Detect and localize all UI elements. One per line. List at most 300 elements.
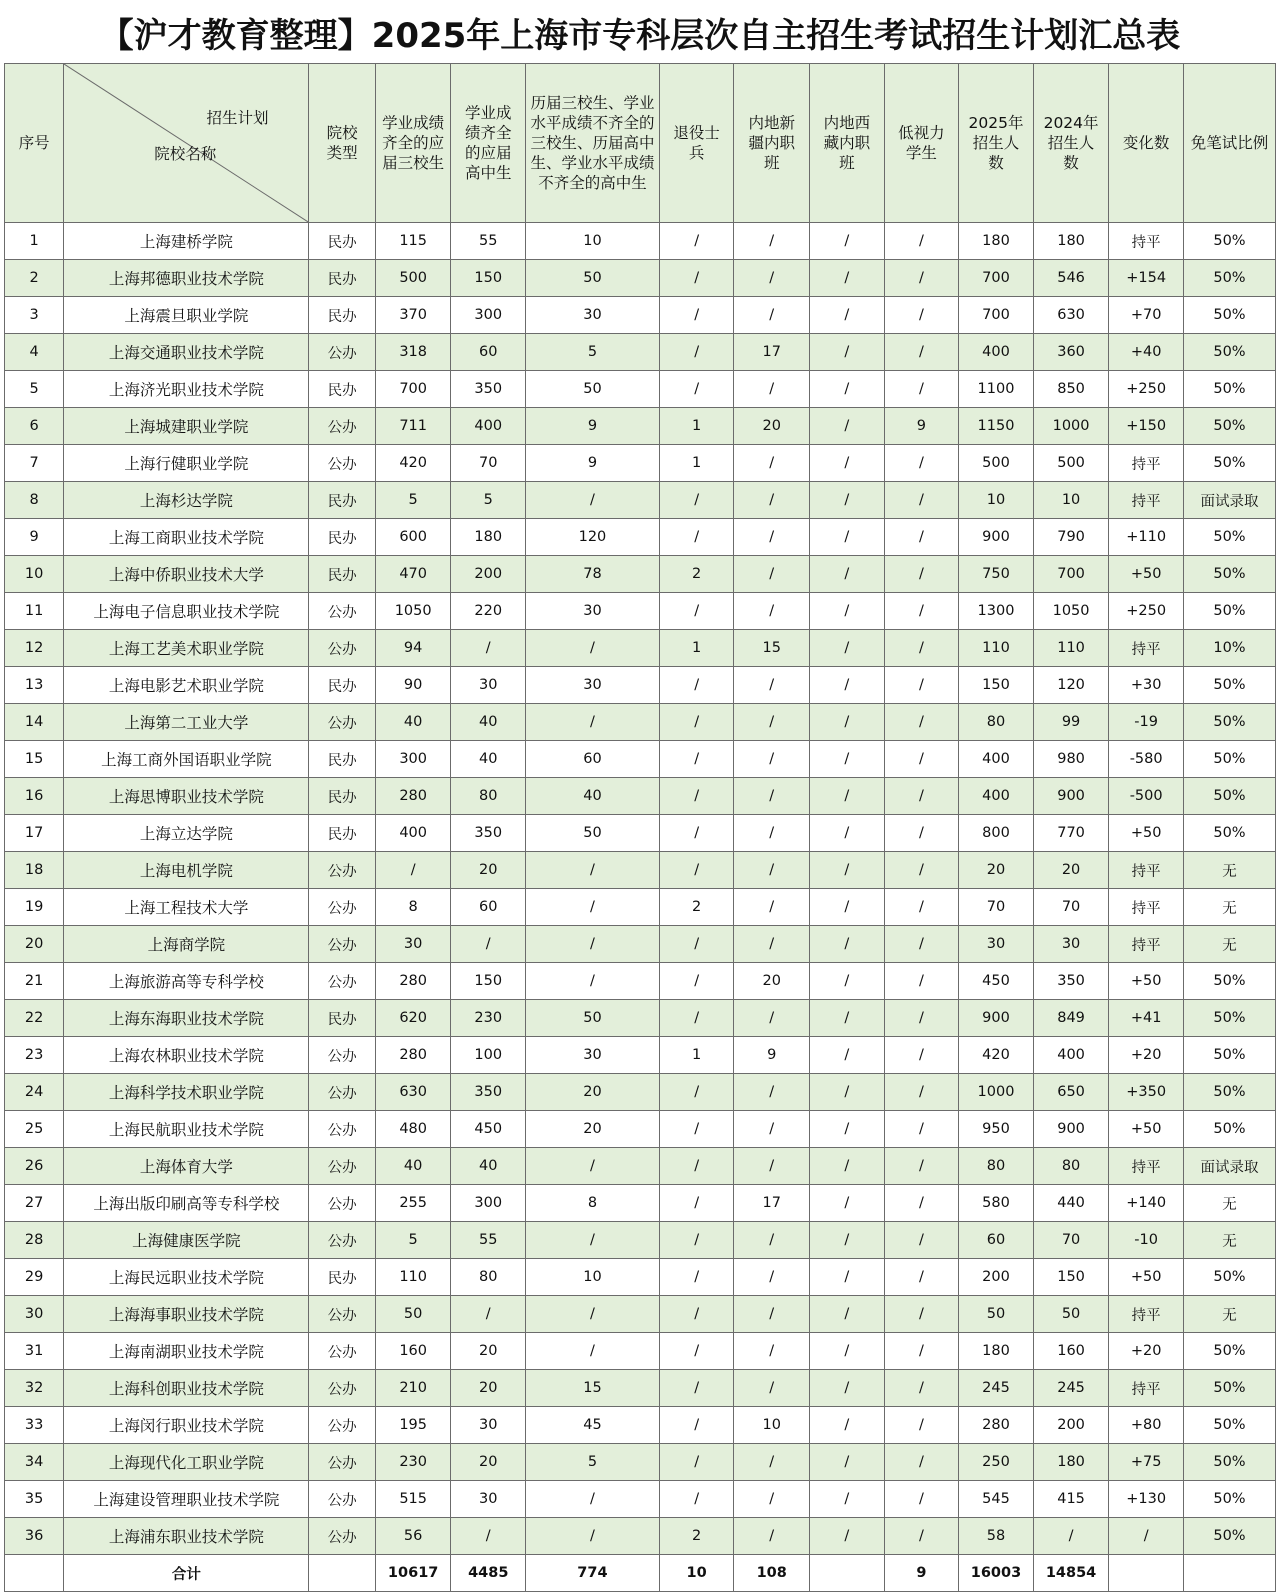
fresh-vocational-cell: 8: [375, 889, 451, 926]
xinjiang-class-cell: /: [734, 371, 810, 408]
fresh-highschool-cell: 60: [451, 889, 526, 926]
school-type-cell: 公办: [309, 593, 375, 630]
total-2024-cell: 20: [1033, 852, 1109, 889]
school-name-cell: 上海体育大学: [64, 1148, 309, 1185]
school-type-cell: 民办: [309, 371, 375, 408]
total-2025-cell: 180: [959, 1333, 1034, 1370]
total-2024-cell: 500: [1033, 445, 1109, 482]
veterans-cell: /: [659, 1185, 734, 1222]
tibet-class-cell: /: [810, 741, 885, 778]
past-students-cell: /: [526, 889, 660, 926]
total-2024-cell: 850: [1033, 371, 1109, 408]
total-c1: 10617: [375, 1555, 451, 1592]
veterans-cell: /: [659, 593, 734, 630]
total-2025-cell: 580: [959, 1185, 1034, 1222]
total-2025-cell: 30: [959, 926, 1034, 963]
past-students-cell: 10: [526, 223, 660, 260]
veterans-cell: /: [659, 1296, 734, 1333]
total-2025-cell: 400: [959, 334, 1034, 371]
table-row: [5, 593, 1276, 630]
header-change: 变化数: [1109, 64, 1184, 223]
low-vision-cell: /: [884, 815, 959, 852]
veterans-cell: /: [659, 1111, 734, 1148]
change-cell: +50: [1109, 1259, 1184, 1296]
veterans-cell: /: [659, 371, 734, 408]
total-2025-cell: 500: [959, 445, 1034, 482]
past-students-cell: /: [526, 852, 660, 889]
total-2025-cell: 900: [959, 1000, 1034, 1037]
total-c4: 10: [659, 1555, 734, 1592]
school-name-cell: 上海思博职业技术学院: [64, 778, 309, 815]
past-students-cell: 20: [526, 1074, 660, 1111]
xinjiang-class-cell: /: [734, 1259, 810, 1296]
tibet-class-cell: /: [810, 482, 885, 519]
past-students-cell: 9: [526, 408, 660, 445]
exam-exempt-ratio-cell: 50%: [1183, 445, 1275, 482]
past-students-cell: 45: [526, 1407, 660, 1444]
past-students-cell: /: [526, 704, 660, 741]
header-2025-total: 2025年招生人数: [959, 64, 1034, 223]
header-exam-exempt-ratio: 免笔试比例: [1183, 64, 1275, 223]
header-xinjiang-class: 内地新疆内职班: [734, 64, 810, 223]
header-seq: 序号: [5, 64, 64, 223]
school-name-cell: 上海济光职业技术学院: [64, 371, 309, 408]
veterans-cell: /: [659, 1444, 734, 1481]
table-row: [5, 778, 1276, 815]
tibet-class-cell: /: [810, 297, 885, 334]
total-2025-cell: 10: [959, 482, 1034, 519]
fresh-highschool-cell: 60: [451, 334, 526, 371]
table-row: [5, 926, 1276, 963]
veterans-cell: /: [659, 1259, 734, 1296]
school-name-cell: 上海电机学院: [64, 852, 309, 889]
school-type-cell: 民办: [309, 815, 375, 852]
veterans-cell: 1: [659, 630, 734, 667]
fresh-highschool-cell: 300: [451, 297, 526, 334]
fresh-highschool-cell: 30: [451, 1407, 526, 1444]
past-students-cell: 30: [526, 297, 660, 334]
fresh-vocational-cell: 1050: [375, 593, 451, 630]
total-2024-cell: 415: [1033, 1481, 1109, 1518]
low-vision-cell: /: [884, 1259, 959, 1296]
tibet-class-cell: /: [810, 445, 885, 482]
fresh-vocational-cell: 160: [375, 1333, 451, 1370]
school-type-cell: 民办: [309, 1000, 375, 1037]
fresh-highschool-cell: /: [451, 1296, 526, 1333]
exam-exempt-ratio-cell: 50%: [1183, 704, 1275, 741]
exam-exempt-ratio-cell: 50%: [1183, 815, 1275, 852]
low-vision-cell: /: [884, 556, 959, 593]
total-2024-cell: 790: [1033, 519, 1109, 556]
exam-exempt-ratio-cell: 50%: [1183, 556, 1275, 593]
fresh-highschool-cell: 55: [451, 1222, 526, 1259]
past-students-cell: 60: [526, 741, 660, 778]
xinjiang-class-cell: /: [734, 297, 810, 334]
veterans-cell: /: [659, 1407, 734, 1444]
fresh-highschool-cell: 20: [451, 1333, 526, 1370]
seq-cell: 18: [5, 852, 64, 889]
seq-cell: 31: [5, 1333, 64, 1370]
school-type-cell: 公办: [309, 1037, 375, 1074]
table-row: [5, 815, 1276, 852]
total-2025-cell: 20: [959, 852, 1034, 889]
tibet-class-cell: /: [810, 519, 885, 556]
fresh-highschool-cell: 180: [451, 519, 526, 556]
tibet-class-cell: /: [810, 1222, 885, 1259]
total-2025-cell: 950: [959, 1111, 1034, 1148]
xinjiang-class-cell: /: [734, 1296, 810, 1333]
school-type-cell: 公办: [309, 334, 375, 371]
xinjiang-class-cell: /: [734, 1518, 810, 1555]
total-c9: 14854: [1033, 1555, 1109, 1592]
change-cell: +150: [1109, 408, 1184, 445]
school-type-cell: 民办: [309, 297, 375, 334]
total-type-cell: [309, 1555, 375, 1592]
school-name-cell: 上海交通职业技术学院: [64, 334, 309, 371]
seq-cell: 10: [5, 556, 64, 593]
change-cell: +20: [1109, 1037, 1184, 1074]
fresh-vocational-cell: 300: [375, 741, 451, 778]
total-2025-cell: 1300: [959, 593, 1034, 630]
total-2025-cell: 200: [959, 1259, 1034, 1296]
school-name-cell: 上海立达学院: [64, 815, 309, 852]
change-cell: +70: [1109, 297, 1184, 334]
school-type-cell: 民办: [309, 1259, 375, 1296]
exam-exempt-ratio-cell: 面试录取: [1183, 482, 1275, 519]
change-cell: /: [1109, 1518, 1184, 1555]
xinjiang-class-cell: /: [734, 1222, 810, 1259]
tibet-class-cell: /: [810, 1333, 885, 1370]
fresh-highschool-cell: 350: [451, 1074, 526, 1111]
exam-exempt-ratio-cell: 50%: [1183, 223, 1275, 260]
school-type-cell: 公办: [309, 1222, 375, 1259]
total-c8: 16003: [959, 1555, 1034, 1592]
low-vision-cell: /: [884, 926, 959, 963]
page-title: 【沪才教育整理】2025年上海市专科层次自主招生考试招生计划汇总表: [99, 15, 1181, 56]
low-vision-cell: /: [884, 1000, 959, 1037]
table-row: [5, 1259, 1276, 1296]
total-2024-cell: 440: [1033, 1185, 1109, 1222]
exam-exempt-ratio-cell: 50%: [1183, 778, 1275, 815]
change-cell: +250: [1109, 593, 1184, 630]
table-row: [5, 1333, 1276, 1370]
xinjiang-class-cell: 15: [734, 630, 810, 667]
tibet-class-cell: /: [810, 1444, 885, 1481]
change-cell: +30: [1109, 667, 1184, 704]
change-cell: +110: [1109, 519, 1184, 556]
seq-cell: 34: [5, 1444, 64, 1481]
change-cell: +140: [1109, 1185, 1184, 1222]
fresh-highschool-cell: 40: [451, 704, 526, 741]
school-name-cell: 上海民远职业技术学院: [64, 1259, 309, 1296]
school-type-cell: 公办: [309, 926, 375, 963]
table-row: [5, 260, 1276, 297]
change-cell: -19: [1109, 704, 1184, 741]
total-2025-cell: 110: [959, 630, 1034, 667]
veterans-cell: 1: [659, 445, 734, 482]
school-name-cell: 上海商学院: [64, 926, 309, 963]
total-2024-cell: 546: [1033, 260, 1109, 297]
change-cell: +50: [1109, 556, 1184, 593]
school-name-cell: 上海震旦职业学院: [64, 297, 309, 334]
seq-cell: 32: [5, 1370, 64, 1407]
seq-cell: 25: [5, 1111, 64, 1148]
fresh-highschool-cell: 350: [451, 815, 526, 852]
school-type-cell: 公办: [309, 889, 375, 926]
seq-cell: 28: [5, 1222, 64, 1259]
veterans-cell: /: [659, 1481, 734, 1518]
tibet-class-cell: /: [810, 334, 885, 371]
seq-cell: 20: [5, 926, 64, 963]
change-cell: +154: [1109, 260, 1184, 297]
fresh-vocational-cell: 420: [375, 445, 451, 482]
fresh-highschool-cell: /: [451, 926, 526, 963]
enrollment-plan-table: [4, 63, 1276, 1592]
total-2025-cell: 50: [959, 1296, 1034, 1333]
seq-cell: 19: [5, 889, 64, 926]
fresh-vocational-cell: 400: [375, 815, 451, 852]
exam-exempt-ratio-cell: 50%: [1183, 1259, 1275, 1296]
change-cell: 持平: [1109, 1148, 1184, 1185]
fresh-vocational-cell: 480: [375, 1111, 451, 1148]
seq-cell: 15: [5, 741, 64, 778]
veterans-cell: /: [659, 1370, 734, 1407]
fresh-highschool-cell: 150: [451, 963, 526, 1000]
table-row: [5, 1037, 1276, 1074]
total-c5: 108: [734, 1555, 810, 1592]
school-type-cell: 公办: [309, 1185, 375, 1222]
school-type-cell: 公办: [309, 1407, 375, 1444]
total-2024-cell: 245: [1033, 1370, 1109, 1407]
exam-exempt-ratio-cell: 50%: [1183, 1370, 1275, 1407]
school-name-cell: 上海邦德职业技术学院: [64, 260, 309, 297]
xinjiang-class-cell: /: [734, 556, 810, 593]
fresh-vocational-cell: 700: [375, 371, 451, 408]
table-row: [5, 334, 1276, 371]
school-type-cell: 民办: [309, 556, 375, 593]
table-row: [5, 445, 1276, 482]
change-cell: +80: [1109, 1407, 1184, 1444]
fresh-highschool-cell: /: [451, 1518, 526, 1555]
total-2025-cell: 58: [959, 1518, 1034, 1555]
fresh-vocational-cell: 600: [375, 519, 451, 556]
table-header-row: [5, 64, 1276, 223]
table-row: [5, 1407, 1276, 1444]
seq-cell: 33: [5, 1407, 64, 1444]
xinjiang-class-cell: /: [734, 1074, 810, 1111]
school-type-cell: 公办: [309, 852, 375, 889]
tibet-class-cell: /: [810, 223, 885, 260]
school-name-cell: 上海建桥学院: [64, 223, 309, 260]
veterans-cell: /: [659, 260, 734, 297]
total-2024-cell: 1000: [1033, 408, 1109, 445]
total-2024-cell: 630: [1033, 297, 1109, 334]
veterans-cell: /: [659, 519, 734, 556]
veterans-cell: /: [659, 852, 734, 889]
table-row: [5, 223, 1276, 260]
school-type-cell: 民办: [309, 223, 375, 260]
change-cell: +75: [1109, 1444, 1184, 1481]
total-2024-cell: 110: [1033, 630, 1109, 667]
school-name-cell: 上海浦东职业技术学院: [64, 1518, 309, 1555]
change-cell: +50: [1109, 815, 1184, 852]
past-students-cell: 30: [526, 1037, 660, 1074]
tibet-class-cell: /: [810, 371, 885, 408]
xinjiang-class-cell: 9: [734, 1037, 810, 1074]
low-vision-cell: /: [884, 1481, 959, 1518]
tibet-class-cell: /: [810, 1037, 885, 1074]
fresh-vocational-cell: 255: [375, 1185, 451, 1222]
change-cell: +50: [1109, 1111, 1184, 1148]
seq-cell: 24: [5, 1074, 64, 1111]
change-cell: 持平: [1109, 482, 1184, 519]
school-name-cell: 上海旅游高等专科学校: [64, 963, 309, 1000]
past-students-cell: 20: [526, 1111, 660, 1148]
total-2024-cell: 99: [1033, 704, 1109, 741]
table-row: [5, 297, 1276, 334]
seq-cell: 30: [5, 1296, 64, 1333]
fresh-highschool-cell: 350: [451, 371, 526, 408]
tibet-class-cell: /: [810, 556, 885, 593]
past-students-cell: 50: [526, 815, 660, 852]
exam-exempt-ratio-cell: 无: [1183, 1185, 1275, 1222]
table-row: [5, 1222, 1276, 1259]
past-students-cell: 40: [526, 778, 660, 815]
school-name-cell: 上海工程技术大学: [64, 889, 309, 926]
veterans-cell: /: [659, 667, 734, 704]
change-cell: 持平: [1109, 445, 1184, 482]
tibet-class-cell: /: [810, 815, 885, 852]
fresh-vocational-cell: /: [375, 852, 451, 889]
total-2025-cell: 250: [959, 1444, 1034, 1481]
change-cell: 持平: [1109, 889, 1184, 926]
total-2025-cell: 450: [959, 963, 1034, 1000]
veterans-cell: /: [659, 334, 734, 371]
fresh-vocational-cell: 318: [375, 334, 451, 371]
total-seq-cell: [5, 1555, 64, 1592]
total-2024-cell: 650: [1033, 1074, 1109, 1111]
school-type-cell: 民办: [309, 260, 375, 297]
total-2025-cell: 700: [959, 260, 1034, 297]
xinjiang-class-cell: /: [734, 593, 810, 630]
xinjiang-class-cell: /: [734, 1333, 810, 1370]
veterans-cell: 1: [659, 408, 734, 445]
total-2024-cell: 30: [1033, 926, 1109, 963]
fresh-highschool-cell: 230: [451, 1000, 526, 1037]
fresh-highschool-cell: 200: [451, 556, 526, 593]
total-2024-cell: 70: [1033, 1222, 1109, 1259]
exam-exempt-ratio-cell: 50%: [1183, 1518, 1275, 1555]
tibet-class-cell: /: [810, 1481, 885, 1518]
veterans-cell: 2: [659, 1518, 734, 1555]
fresh-highschool-cell: 40: [451, 741, 526, 778]
xinjiang-class-cell: /: [734, 223, 810, 260]
total-2024-cell: 160: [1033, 1333, 1109, 1370]
change-cell: +40: [1109, 334, 1184, 371]
xinjiang-class-cell: /: [734, 741, 810, 778]
past-students-cell: 50: [526, 371, 660, 408]
xinjiang-class-cell: /: [734, 889, 810, 926]
change-cell: 持平: [1109, 630, 1184, 667]
total-2025-cell: 700: [959, 297, 1034, 334]
xinjiang-class-cell: /: [734, 1148, 810, 1185]
xinjiang-class-cell: /: [734, 1000, 810, 1037]
xinjiang-class-cell: /: [734, 1370, 810, 1407]
total-2025-cell: 180: [959, 223, 1034, 260]
table-row: [5, 630, 1276, 667]
low-vision-cell: /: [884, 223, 959, 260]
change-cell: +50: [1109, 963, 1184, 1000]
table-row: [5, 519, 1276, 556]
total-2025-cell: 420: [959, 1037, 1034, 1074]
total-2024-cell: 150: [1033, 1259, 1109, 1296]
xinjiang-class-cell: 20: [734, 963, 810, 1000]
school-name-cell: 上海闵行职业技术学院: [64, 1407, 309, 1444]
fresh-vocational-cell: 110: [375, 1259, 451, 1296]
xinjiang-class-cell: /: [734, 1481, 810, 1518]
exam-exempt-ratio-cell: 50%: [1183, 519, 1275, 556]
tibet-class-cell: /: [810, 1000, 885, 1037]
fresh-vocational-cell: 50: [375, 1296, 451, 1333]
total-2025-cell: 900: [959, 519, 1034, 556]
school-type-cell: 公办: [309, 1518, 375, 1555]
veterans-cell: 2: [659, 889, 734, 926]
low-vision-cell: /: [884, 334, 959, 371]
total-2025-cell: 245: [959, 1370, 1034, 1407]
exam-exempt-ratio-cell: 50%: [1183, 1037, 1275, 1074]
fresh-vocational-cell: 94: [375, 630, 451, 667]
school-type-cell: 公办: [309, 1370, 375, 1407]
tibet-class-cell: /: [810, 408, 885, 445]
tibet-class-cell: /: [810, 963, 885, 1000]
table-row: [5, 1185, 1276, 1222]
exam-exempt-ratio-cell: 无: [1183, 852, 1275, 889]
school-name-cell: 上海东海职业技术学院: [64, 1000, 309, 1037]
total-2024-cell: 360: [1033, 334, 1109, 371]
school-type-cell: 民办: [309, 482, 375, 519]
fresh-vocational-cell: 711: [375, 408, 451, 445]
tibet-class-cell: /: [810, 1370, 885, 1407]
past-students-cell: 78: [526, 556, 660, 593]
total-2025-cell: 800: [959, 815, 1034, 852]
school-name-cell: 上海现代化工职业学院: [64, 1444, 309, 1481]
exam-exempt-ratio-cell: 50%: [1183, 1407, 1275, 1444]
total-2025-cell: 545: [959, 1481, 1034, 1518]
change-cell: -10: [1109, 1222, 1184, 1259]
header-fresh-vocational: 学业成绩齐全的应届三校生: [375, 64, 451, 223]
header-school-type: 院校类型: [309, 64, 375, 223]
low-vision-cell: /: [884, 1518, 959, 1555]
total-c11: [1183, 1555, 1275, 1592]
xinjiang-class-cell: /: [734, 519, 810, 556]
school-type-cell: 民办: [309, 741, 375, 778]
school-name-cell: 上海电影艺术职业学院: [64, 667, 309, 704]
fresh-highschool-cell: 400: [451, 408, 526, 445]
fresh-highschool-cell: 20: [451, 1444, 526, 1481]
fresh-vocational-cell: 210: [375, 1370, 451, 1407]
low-vision-cell: /: [884, 630, 959, 667]
fresh-highschool-cell: 30: [451, 667, 526, 704]
low-vision-cell: /: [884, 1296, 959, 1333]
school-name-cell: 上海中侨职业技术大学: [64, 556, 309, 593]
xinjiang-class-cell: /: [734, 482, 810, 519]
low-vision-cell: /: [884, 1148, 959, 1185]
table-row: [5, 1111, 1276, 1148]
tibet-class-cell: /: [810, 1259, 885, 1296]
veterans-cell: /: [659, 741, 734, 778]
veterans-cell: /: [659, 297, 734, 334]
school-name-cell: 上海科学技术职业学院: [64, 1074, 309, 1111]
